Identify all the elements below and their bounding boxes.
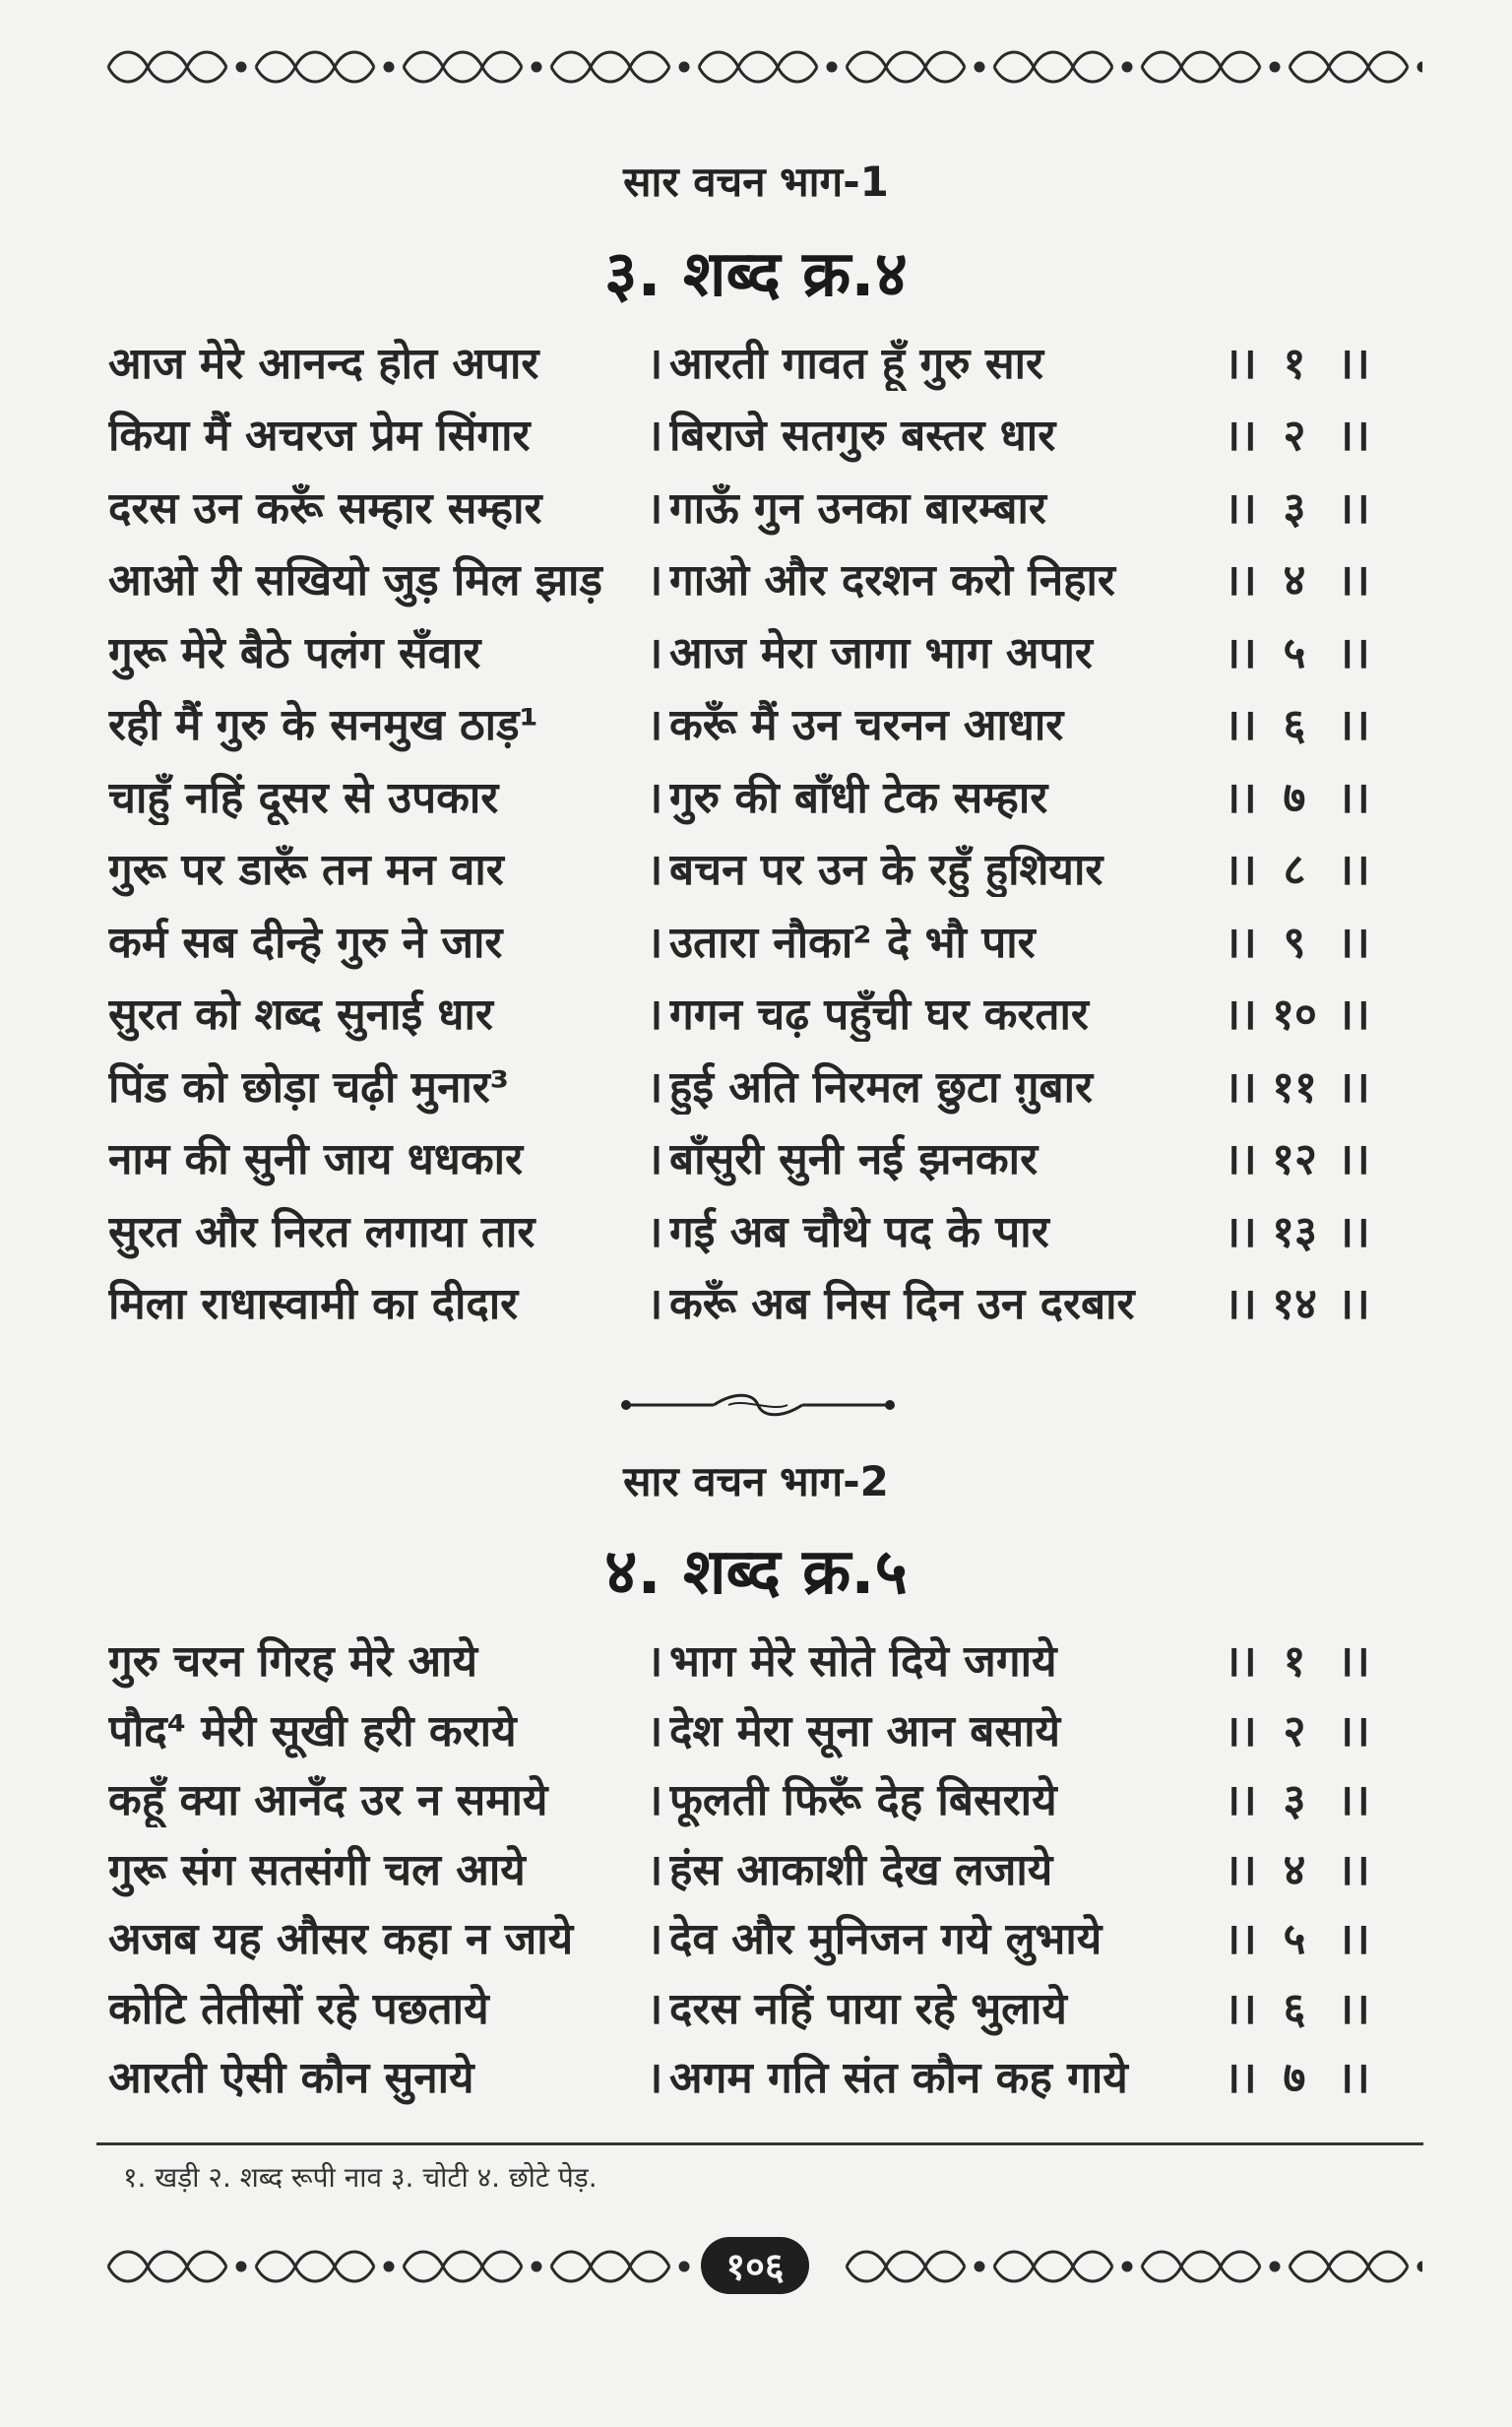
double-bar: ।। xyxy=(1337,1844,1370,1895)
divider-ornament-icon xyxy=(620,1390,896,1420)
double-bar: ।। xyxy=(1337,1775,1370,1826)
double-bar: ।। xyxy=(1337,700,1370,751)
verse-first-half: गुरू मेरे बैठे पलंग सँवार xyxy=(108,627,481,678)
verse-number: १ xyxy=(1283,338,1306,389)
double-bar: ।। xyxy=(1337,990,1370,1041)
verse-separator: । xyxy=(646,627,663,678)
footnote-rule xyxy=(96,2142,1423,2145)
double-bar: ।। xyxy=(1337,845,1370,896)
verse-first-half: कर्म सब दीन्हे गुरु ने जार xyxy=(108,917,503,968)
verse-separator: । xyxy=(646,338,663,389)
verse-first-half: अजब यह औसर कहा न जाये xyxy=(108,1914,574,1965)
verse-row xyxy=(108,1049,1408,1121)
verse-separator: । xyxy=(646,845,663,896)
verse-number: ३ xyxy=(1283,1775,1306,1826)
verse-row xyxy=(108,1763,1408,1833)
verse-second-half: आज मेरा जागा भाग अपार xyxy=(669,627,1093,678)
verse-first-half: कोटि तेतीसों रहे पछताये xyxy=(108,1983,489,2034)
floral-border-icon xyxy=(94,41,1422,93)
verse-second-half: देव और मुनिजन गये लुभाये xyxy=(669,1914,1102,1965)
verse-number: १० xyxy=(1272,990,1317,1041)
double-bar: ।। xyxy=(1337,1279,1370,1330)
double-bar: ।। xyxy=(1337,772,1370,823)
verse-row xyxy=(108,759,1408,832)
verse-number: २ xyxy=(1283,411,1306,462)
verse-number: ४ xyxy=(1283,555,1306,607)
verse-row xyxy=(108,470,1408,543)
verse-separator: । xyxy=(646,772,663,823)
verse-separator: । xyxy=(646,411,663,462)
verse-first-half: मिला राधास्वामी का दीदार xyxy=(108,1279,519,1330)
verse-second-half: गगन चढ़ पहुँची घर करतार xyxy=(669,990,1089,1041)
verse-number: १४ xyxy=(1272,1279,1317,1330)
double-bar: ।। xyxy=(1337,1636,1370,1688)
double-bar: ।। xyxy=(1224,845,1257,896)
verse-separator: । xyxy=(646,1775,663,1826)
verse-row xyxy=(108,325,1408,398)
double-bar: ।। xyxy=(1224,338,1257,389)
verse-row xyxy=(108,687,1408,760)
verse-number: ८ xyxy=(1283,845,1306,896)
verse-second-half: हुई अति निरमल छुटा ग़ुबार xyxy=(669,1061,1093,1113)
double-bar: ।। xyxy=(1224,555,1257,607)
verse-first-half: कहूँ क्या आनँद उर न समाये xyxy=(108,1775,548,1826)
verse-second-half: गुरु की बाँधी टेक सम्हार xyxy=(669,772,1048,823)
verse-number: १ xyxy=(1283,1636,1306,1688)
verse-number: ७ xyxy=(1283,2053,1306,2104)
verse-second-half: करूँ अब निस दिन उन दरबार xyxy=(669,1279,1135,1330)
double-bar: ।। xyxy=(1224,1134,1257,1185)
double-bar: ।। xyxy=(1224,1636,1257,1688)
verse-separator: । xyxy=(646,917,663,968)
double-bar: ।। xyxy=(1337,1983,1370,2034)
double-bar: ।। xyxy=(1224,917,1257,968)
verse-separator: । xyxy=(646,482,663,534)
verse-number: ६ xyxy=(1283,1983,1306,2034)
verse-number: ७ xyxy=(1283,772,1306,823)
verse-second-half: उतारा नौका² दे भौ पार xyxy=(669,917,1036,968)
verse-row xyxy=(108,977,1408,1050)
double-bar: ।। xyxy=(1224,1844,1257,1895)
verse-row xyxy=(108,1625,1408,1694)
verse-separator: । xyxy=(646,555,663,607)
verse-row xyxy=(108,614,1408,687)
double-bar: ।। xyxy=(1337,1705,1370,1756)
verse-separator: । xyxy=(646,1705,663,1756)
verse-row xyxy=(108,1266,1408,1339)
verse-separator: । xyxy=(646,700,663,751)
double-bar: ।। xyxy=(1224,990,1257,1041)
verse-row xyxy=(108,2041,1408,2111)
top-ornament-border xyxy=(94,41,1422,93)
footnotes: १. खड़ी २. शब्द रूपी नाव ३. चोटी ४. छोटे पेड़. xyxy=(123,2161,598,2194)
verse-separator: । xyxy=(646,990,663,1041)
section-2-title: ४. शब्द क्र.५ xyxy=(604,1536,908,1609)
verse-separator: । xyxy=(646,1279,663,1330)
verse-separator: । xyxy=(646,1636,663,1688)
double-bar: ।। xyxy=(1337,917,1370,968)
double-bar: ।। xyxy=(1337,1061,1370,1113)
verse-first-half: रही मैं गुरु के सनमुख ठाड़¹ xyxy=(108,700,538,751)
page-number: १०६ xyxy=(701,2237,809,2294)
double-bar: ।। xyxy=(1224,1983,1257,2034)
verse-first-half: पौद⁴ मेरी सूखी हरी कराये xyxy=(108,1705,517,1756)
verse-second-half: अगम गति संत कौन कह गाये xyxy=(669,2053,1128,2104)
verse-first-half: गुरु चरन गिरह मेरे आये xyxy=(108,1636,478,1688)
verse-row xyxy=(108,543,1408,615)
section-2-verses xyxy=(108,1625,1408,2111)
double-bar: ।। xyxy=(1337,555,1370,607)
verse-number: ११ xyxy=(1272,1061,1317,1113)
verse-first-half: दरस उन करूँ सम्हार सम्हार xyxy=(108,482,542,534)
verse-number: ३ xyxy=(1283,482,1306,534)
double-bar: ।। xyxy=(1224,482,1257,534)
verse-number: १२ xyxy=(1272,1134,1317,1185)
verse-first-half: आज मेरे आनन्द होत अपार xyxy=(108,338,539,389)
verse-first-half: सुरत को शब्द सुनाई धार xyxy=(108,990,493,1041)
section-1-subtitle: सार वचन भाग-1 xyxy=(623,158,889,206)
verse-second-half: दरस नहिं पाया रहे भुलाये xyxy=(669,1983,1067,2034)
verse-separator: । xyxy=(646,1134,663,1185)
verse-row xyxy=(108,1193,1408,1266)
verse-number: ५ xyxy=(1283,627,1306,678)
double-bar: ।। xyxy=(1224,627,1257,678)
verse-number: ५ xyxy=(1283,1914,1306,1965)
verse-row xyxy=(108,1972,1408,2042)
double-bar: ।। xyxy=(1224,411,1257,462)
verse-first-half: गुरू पर डारूँ तन मन वार xyxy=(108,845,504,896)
verse-second-half: हंस आकाशी देख लजाये xyxy=(669,1844,1053,1895)
verse-second-half: गाऊँ गुन उनका बारम्बार xyxy=(669,482,1046,534)
verse-first-half: सुरत और निरत लगाया तार xyxy=(108,1206,536,1257)
verse-row xyxy=(108,1833,1408,1903)
verse-second-half: बिराजे सतगुरु बस्तर धार xyxy=(669,411,1056,462)
double-bar: ।। xyxy=(1337,482,1370,534)
verse-number: ९ xyxy=(1283,917,1306,968)
double-bar: ।। xyxy=(1337,627,1370,678)
section-2-subtitle: सार वचन भाग-2 xyxy=(623,1457,889,1505)
verse-second-half: भाग मेरे सोते दिये जगाये xyxy=(669,1636,1057,1688)
section-1-title: ३. शब्द क्र.४ xyxy=(604,238,908,311)
double-bar: ।। xyxy=(1224,1705,1257,1756)
double-bar: ।। xyxy=(1337,1914,1370,1965)
verse-row xyxy=(108,1121,1408,1194)
verse-separator: । xyxy=(646,1844,663,1895)
verse-first-half: चाहुँ नहिं दूसर से उपकार xyxy=(108,772,499,823)
verse-separator: । xyxy=(646,2053,663,2104)
double-bar: ।। xyxy=(1224,1279,1257,1330)
verse-row xyxy=(108,832,1408,905)
verse-first-half: आरती ऐसी कौन सुनाये xyxy=(108,2053,474,2104)
verse-number: २ xyxy=(1283,1705,1306,1756)
double-bar: ।। xyxy=(1224,700,1257,751)
double-bar: ।। xyxy=(1224,1061,1257,1113)
verse-row xyxy=(108,1694,1408,1764)
verse-second-half: बचन पर उन के रहुँ हुशियार xyxy=(669,845,1103,896)
verse-second-half: गई अब चौथे पद के पार xyxy=(669,1206,1049,1257)
double-bar: ।। xyxy=(1337,1206,1370,1257)
double-bar: ।। xyxy=(1224,1914,1257,1965)
section-1-verses xyxy=(108,325,1408,1338)
verse-number: ६ xyxy=(1283,700,1306,751)
verse-separator: । xyxy=(646,1914,663,1965)
verse-separator: । xyxy=(646,1983,663,2034)
double-bar: ।। xyxy=(1337,338,1370,389)
verse-second-half: देश मेरा सूना आन बसाये xyxy=(669,1705,1060,1756)
verse-row xyxy=(108,1902,1408,1972)
double-bar: ।। xyxy=(1337,2053,1370,2104)
double-bar: ।। xyxy=(1224,1775,1257,1826)
verse-row xyxy=(108,398,1408,471)
verse-second-half: फूलती फिरूँ देह बिसराये xyxy=(669,1775,1057,1826)
verse-first-half: नाम की सुनी जाय धधकार xyxy=(108,1134,524,1185)
double-bar: ।। xyxy=(1337,411,1370,462)
verse-separator: । xyxy=(646,1061,663,1113)
verse-first-half: आओ री सखियो जुड़ मिल झाड़ xyxy=(108,555,602,607)
double-bar: ।। xyxy=(1337,1134,1370,1185)
verse-second-half: गाओ और दरशन करो निहार xyxy=(669,555,1115,607)
verse-second-half: बाँसुरी सुनी नई झनकार xyxy=(669,1134,1039,1185)
verse-first-half: किया मैं अचरज प्रेम सिंगार xyxy=(108,411,531,462)
verse-number: ४ xyxy=(1283,1844,1306,1895)
verse-separator: । xyxy=(646,1206,663,1257)
verse-first-half: गुरू संग सतसंगी चल आये xyxy=(108,1844,526,1895)
verse-number: १३ xyxy=(1272,1206,1317,1257)
double-bar: ।। xyxy=(1224,2053,1257,2104)
verse-second-half: आरती गावत हूँ गुरु सार xyxy=(669,338,1044,389)
verse-row xyxy=(108,904,1408,977)
verse-second-half: करूँ मैं उन चरनन आधार xyxy=(669,700,1064,751)
double-bar: ।। xyxy=(1224,772,1257,823)
verse-first-half: पिंड को छोड़ा चढ़ी मुनार³ xyxy=(108,1061,510,1113)
double-bar: ।। xyxy=(1224,1206,1257,1257)
